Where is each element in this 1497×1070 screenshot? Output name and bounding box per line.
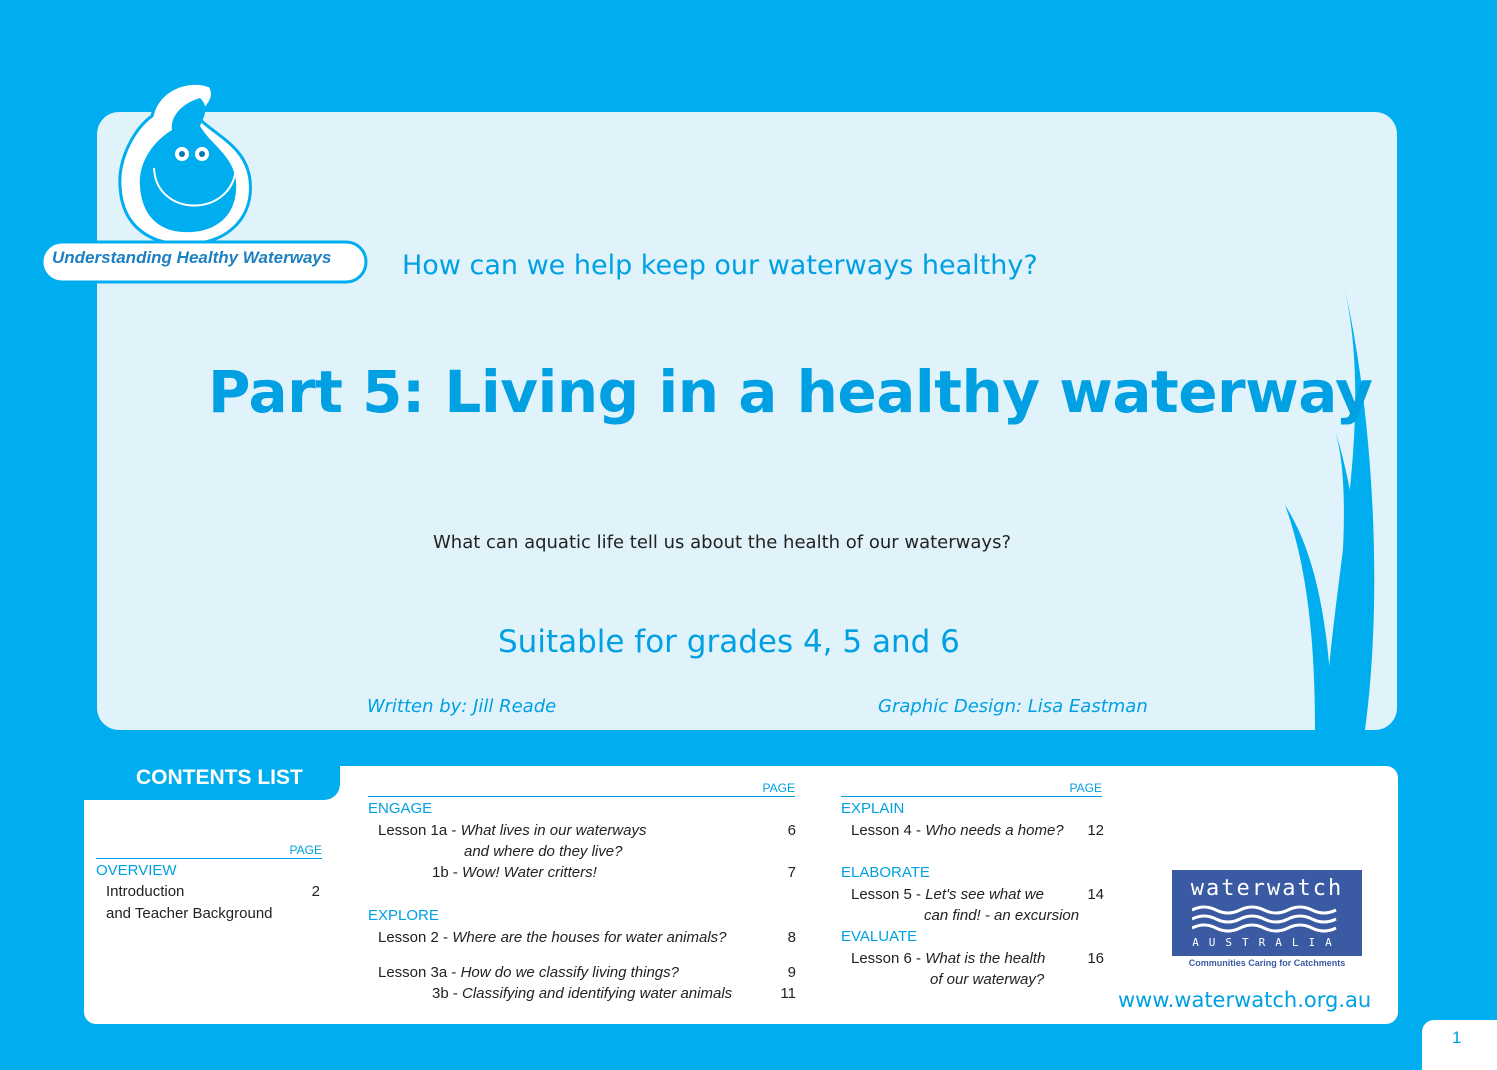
lesson-1a-page: 6 [787,822,796,839]
lesson-6-page: 16 [1087,950,1104,967]
lesson-4: Lesson 4 - Who needs a home? [851,822,1064,839]
author-credit: Written by: Jill Reade [367,696,557,717]
evaluate-heading: EVALUATE [841,928,918,945]
lesson-1b-page: 7 [787,864,796,881]
website-link[interactable]: www.waterwatch.org.au [1118,988,1372,1012]
engage-heading: ENGAGE [368,800,433,817]
overview-page: 2 [311,883,320,900]
waves-icon [1192,904,1342,934]
waterwatch-tagline: Communities Caring for Catchments [1188,958,1346,968]
elaborate-heading: ELABORATE [841,864,930,881]
reeds-decoration [1275,280,1395,730]
overview-line-2: and Teacher Background [106,905,273,922]
lesson-1b: 1b - Wow! Water critters! [432,864,597,881]
overview-page-header: PAGE [96,843,322,859]
explore-heading: EXPLORE [368,907,439,924]
lesson-3a: Lesson 3a - How do we classify living things? [378,964,679,981]
designer-credit: Graphic Design: Lisa Eastman [878,696,1148,717]
lesson-2-page: 8 [787,929,796,946]
lesson-5: Lesson 5 - Let's see what we [851,886,1044,903]
explain-page-header: PAGE [841,781,1102,797]
lesson-2: Lesson 2 - Where are the houses for water animals? [378,929,727,946]
contents-tab [84,758,340,800]
engage-page-header: PAGE [368,781,795,797]
waterwatch-logo-top: waterwatch [1190,876,1344,901]
logo-banner-text: Understanding Healthy Waterways [52,248,332,267]
lesson-5-page: 14 [1087,886,1104,903]
lesson-3b-page: 11 [780,985,796,1002]
lesson-4-page: 12 [1087,822,1104,839]
lesson-1a: Lesson 1a - What lives in our waterways [378,822,647,839]
lesson-6-cont: of our waterway? [930,971,1045,988]
explain-heading: EXPLAIN [841,800,905,817]
sub-question: What can aquatic life tell us about the health of our waterways? [433,532,1011,553]
overview-heading: OVERVIEW [96,862,177,879]
page-title: Part 5: Living in a healthy waterway [208,358,1373,426]
contents-tab-label: CONTENTS LIST [136,766,303,789]
lesson-3a-page: 9 [787,964,796,981]
top-question: How can we help keep our waterways healthy? [402,250,1038,281]
page-number-tab [1422,1020,1497,1070]
lesson-5-cont: can find! - an excursion [924,907,1080,924]
waterwatch-logo-bottom: AUSTRALIA [1192,936,1342,949]
lesson-6: Lesson 6 - What is the health [851,950,1046,967]
waterwatch-logo [1172,870,1362,956]
grades-line: Suitable for grades 4, 5 and 6 [498,624,960,660]
overview-line-1: Introduction [106,883,185,900]
page-number: 1 [1452,1028,1462,1047]
lesson-3b: 3b - Classifying and identifying water animals [432,985,733,1002]
lesson-1a-cont: and where do they live? [464,843,623,860]
